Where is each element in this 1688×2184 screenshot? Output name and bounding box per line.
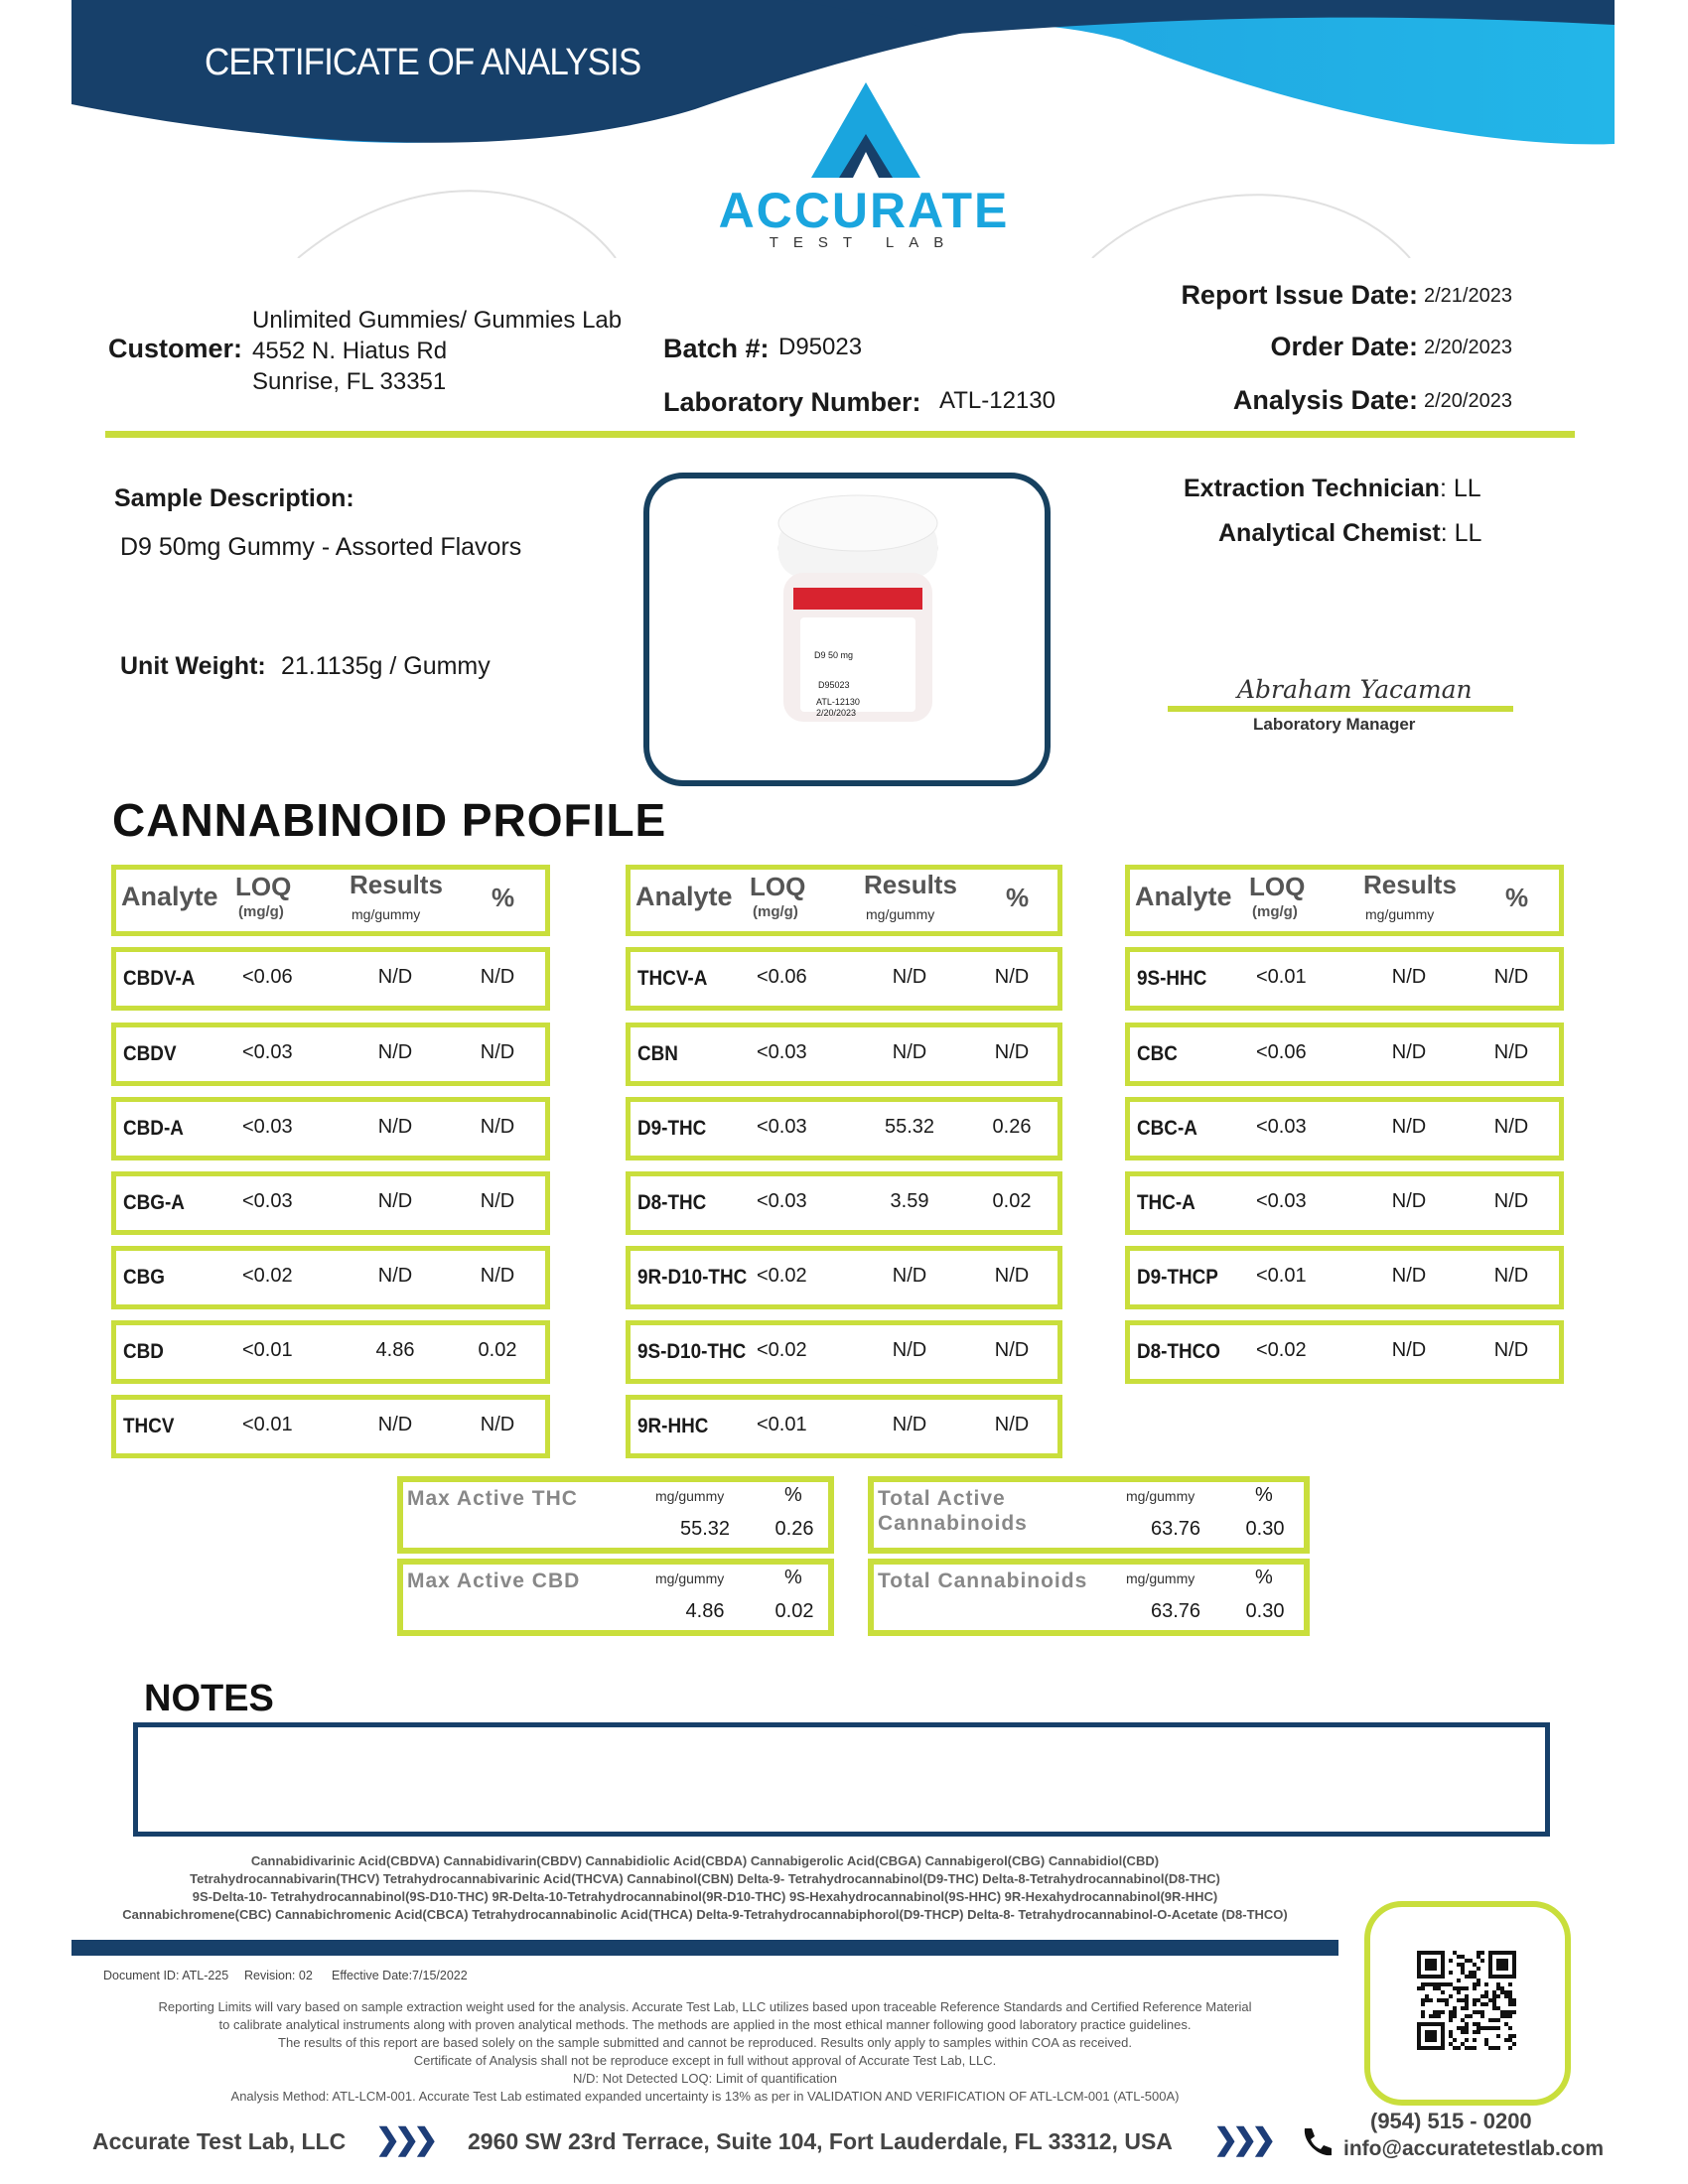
analytical-chemist xyxy=(1218,519,1481,548)
result-value: N/D xyxy=(1391,1339,1427,1361)
result-value: N/D xyxy=(1391,1041,1427,1063)
summary-unit: mg/gummy xyxy=(1126,1570,1196,1586)
loq-value: <0.01 xyxy=(1256,966,1307,988)
unit-weight-label: Unit Weight: xyxy=(120,652,266,680)
analysis-date-label: Analysis Date: xyxy=(1232,385,1418,415)
disclaimer-line: to calibrate analytical instruments along with proven analytical methods. The methods are applied in the most ethical manner following good laboratory practice guidelines. xyxy=(218,2017,1192,2032)
header-results: Results xyxy=(864,870,957,899)
percent-value: N/D xyxy=(1493,1339,1529,1361)
notes-title: NOTES xyxy=(144,1678,274,1719)
loq-value: <0.01 xyxy=(242,1414,293,1435)
analyte-name: CBC xyxy=(1137,1042,1178,1065)
result-value: N/D xyxy=(377,966,413,988)
loq-value: <0.03 xyxy=(1256,1116,1307,1138)
document-title: CERTIFICATE OF ANALYSIS xyxy=(205,42,641,83)
summary-percent: 0.30 xyxy=(1245,1600,1285,1622)
analyte-name: D8-THC xyxy=(637,1191,707,1214)
summary-percent-label: % xyxy=(784,1567,802,1588)
result-value: N/D xyxy=(892,1265,927,1287)
summary-label: Total Cannabinoids xyxy=(878,1570,1088,1592)
summary-value: 63.76 xyxy=(1150,1518,1201,1540)
loq-value: <0.02 xyxy=(242,1265,293,1287)
result-value: N/D xyxy=(377,1041,413,1063)
summary-label: Max Active CBD xyxy=(407,1570,581,1592)
analyte-name: 9R-D10-THC xyxy=(637,1266,748,1289)
result-value: N/D xyxy=(892,966,927,988)
header-percent: % xyxy=(1006,883,1030,912)
analyte-name: CBC-A xyxy=(1137,1117,1197,1140)
header-loq-unit: (mg/g) xyxy=(238,903,284,920)
disclaimer-line: N/D: Not Detected LOQ: Limit of quantification xyxy=(573,2071,837,2086)
footer-phone: (954) 515 - 0200 xyxy=(1370,2109,1532,2133)
summary-percent: 0.30 xyxy=(1245,1518,1285,1540)
percent-value: 0.26 xyxy=(992,1116,1032,1138)
header-loq: LOQ xyxy=(750,872,806,901)
percent-value: N/D xyxy=(480,1265,515,1287)
percent-value: N/D xyxy=(1493,966,1529,988)
batch-label: Batch #: xyxy=(663,334,770,363)
jar-label-line1: D9 50 mg xyxy=(814,650,854,660)
customer-name: Unlimited Gummies/ Gummies Lab xyxy=(252,307,623,334)
result-value: 4.86 xyxy=(375,1339,415,1361)
header-results: Results xyxy=(1363,870,1457,899)
analyte-name: THCV-A xyxy=(637,967,708,990)
header-analyte: Analyte xyxy=(1135,882,1232,911)
result-value: N/D xyxy=(892,1414,927,1435)
summary-label: Max Active THC xyxy=(407,1487,578,1510)
footer-bar xyxy=(71,1940,1338,1956)
jar-label-line4: 2/20/2023 xyxy=(816,708,857,718)
analyte-name: 9S-HHC xyxy=(1137,967,1207,990)
customer-address1: 4552 N. Hiatus Rd xyxy=(252,338,448,364)
result-value: N/D xyxy=(1391,1265,1427,1287)
qr-code-icon[interactable] xyxy=(1417,1951,1516,2050)
header-loq-unit: (mg/g) xyxy=(753,903,798,920)
analysis-date-value: 2/20/2023 xyxy=(1424,390,1512,412)
analytical-chemist-label: Analytical Chemist xyxy=(1218,519,1441,547)
logo-name: ACCURATE xyxy=(718,183,1010,238)
result-value: N/D xyxy=(377,1265,413,1287)
order-date-label: Order Date: xyxy=(1270,332,1418,361)
jar-label-line3: ATL-12130 xyxy=(816,697,860,707)
percent-value: N/D xyxy=(480,1190,515,1212)
unit-weight-value: 21.1135g / Gummy xyxy=(281,652,491,680)
extraction-technician-value: : LL xyxy=(1439,475,1481,502)
document-revision: Revision: 02 xyxy=(244,1969,313,1982)
percent-value: N/D xyxy=(480,1414,515,1435)
sample-description-value: D9 50mg Gummy - Assorted Flavors xyxy=(120,533,522,561)
percent-value: N/D xyxy=(480,966,515,988)
result-value: N/D xyxy=(1391,1116,1427,1138)
profile-title: CANNABINOID PROFILE xyxy=(112,794,667,846)
disclaimer-line: Reporting Limits will vary based on sample extraction weight used for the analysis. Accurate Test Lab, LLC utilizes based upon traceable Reference Standards and Certified Reference Material xyxy=(158,1999,1252,2014)
percent-value: N/D xyxy=(994,1041,1030,1063)
extraction-technician-label: Extraction Technician xyxy=(1184,475,1440,502)
summary-unit: mg/gummy xyxy=(655,1570,725,1586)
qr-frame xyxy=(1364,1901,1571,2106)
header-analyte: Analyte xyxy=(121,882,218,911)
header-results-unit: mg/gummy xyxy=(1365,906,1435,922)
abbreviation-line: Cannabidivarinic Acid(CBDVA) Cannabidivarin(CBDV) Cannabidiolic Acid(CBDA) Cannabigerolic Acid(CBGA) Cannabigerol(CBG) Cannabidiol(CBD) xyxy=(250,1853,1160,1868)
loq-value: <0.02 xyxy=(757,1339,807,1361)
result-value: 3.59 xyxy=(890,1190,929,1212)
abbreviation-line: Tetrahydrocannabivarin(THCV) Tetrahydrocannabivarinic Acid(THCVA) Cannabinol(CBN) Delta-9- Tetrahydrocannabinol(D9-THC) Delta-8-Tetrahydrocannabinol(D8-THC) xyxy=(190,1871,1220,1886)
footer-address: 2960 SW 23rd Terrace, Suite 104, Fort Lauderdale, FL 33312, USA xyxy=(468,2128,1173,2154)
loq-value: <0.06 xyxy=(1256,1041,1307,1063)
summary-value: 4.86 xyxy=(685,1600,725,1622)
signature-line xyxy=(1168,706,1513,712)
sample-jar-image xyxy=(649,478,1045,780)
percent-value: N/D xyxy=(480,1041,515,1063)
phone-icon xyxy=(1299,2124,1335,2160)
loq-value: <0.02 xyxy=(757,1265,807,1287)
analyte-name: 9R-HHC xyxy=(637,1415,709,1437)
report-date-label: Report Issue Date: xyxy=(1181,280,1418,310)
disclaimer-line: Analysis Method: ATL-LCM-001. Accurate Test Lab estimated expanded uncertainty is 13% as per in VALIDATION AND VERIFICATION OF ATL-LCM-001 (ATL-500A) xyxy=(230,2089,1180,2104)
document-id: Document ID: ATL-225 xyxy=(103,1969,229,1982)
jar-label-line2: D95023 xyxy=(818,680,850,690)
extraction-technician xyxy=(1184,475,1481,503)
summary-label: Total Active Cannabinoids xyxy=(878,1487,1028,1535)
loq-value: <0.01 xyxy=(242,1339,293,1361)
loq-value: <0.03 xyxy=(1256,1190,1307,1212)
header-results: Results xyxy=(350,870,443,899)
summary-percent: 0.02 xyxy=(774,1600,814,1622)
analyte-name: THCV xyxy=(123,1415,175,1437)
loq-value: <0.03 xyxy=(242,1190,293,1212)
percent-value: N/D xyxy=(994,1265,1030,1287)
result-value: 55.32 xyxy=(884,1116,935,1138)
percent-value: 0.02 xyxy=(478,1339,517,1361)
result-value: N/D xyxy=(1391,966,1427,988)
logo-subtitle: TEST LAB xyxy=(769,234,959,251)
header-percent: % xyxy=(492,883,515,912)
loq-value: <0.03 xyxy=(757,1190,807,1212)
percent-value: 0.02 xyxy=(992,1190,1032,1212)
loq-value: <0.03 xyxy=(757,1116,807,1138)
percent-value: N/D xyxy=(994,966,1030,988)
percent-value: N/D xyxy=(1493,1116,1529,1138)
result-value: N/D xyxy=(1391,1190,1427,1212)
sample-photo xyxy=(643,473,1051,786)
loq-value: <0.03 xyxy=(757,1041,807,1063)
header-analyte: Analyte xyxy=(635,882,733,911)
header-results-unit: mg/gummy xyxy=(352,906,421,922)
chevron-icon: ❯❯❯ xyxy=(1213,2123,1271,2156)
header-divider xyxy=(105,431,1575,438)
analytical-chemist-value: : LL xyxy=(1440,519,1482,547)
logo-triangle-icon xyxy=(811,82,920,178)
lab-number-label: Laboratory Number: xyxy=(663,387,921,417)
header-percent: % xyxy=(1505,883,1529,912)
header-loq-unit: (mg/g) xyxy=(1252,903,1298,920)
analyte-name: CBN xyxy=(637,1042,678,1065)
order-date-value: 2/20/2023 xyxy=(1424,337,1512,358)
percent-value: N/D xyxy=(1493,1041,1529,1063)
summary-value: 63.76 xyxy=(1150,1600,1201,1622)
loq-value: <0.06 xyxy=(242,966,293,988)
summary-unit: mg/gummy xyxy=(1126,1488,1196,1504)
analyte-name: THC-A xyxy=(1137,1191,1196,1214)
analyte-name: CBD xyxy=(123,1340,164,1363)
header-loq: LOQ xyxy=(1249,872,1306,901)
summary-percent: 0.26 xyxy=(774,1518,814,1540)
abbreviations xyxy=(60,1852,1350,1924)
analyte-name: CBD-A xyxy=(123,1117,184,1140)
document-effective-date: Effective Date:7/15/2022 xyxy=(332,1969,468,1982)
loq-value: <0.03 xyxy=(242,1116,293,1138)
manager-title: Laboratory Manager xyxy=(1253,715,1416,734)
loq-value: <0.03 xyxy=(242,1041,293,1063)
chevron-icon: ❯❯❯ xyxy=(375,2123,433,2156)
analyte-name: CBDV-A xyxy=(123,967,196,990)
percent-value: N/D xyxy=(480,1116,515,1138)
analyte-name: D9-THC xyxy=(637,1117,707,1140)
loq-value: <0.02 xyxy=(1256,1339,1307,1361)
header-results-unit: mg/gummy xyxy=(866,906,935,922)
summary-unit: mg/gummy xyxy=(655,1488,725,1504)
result-value: N/D xyxy=(377,1116,413,1138)
header-loq: LOQ xyxy=(235,872,292,901)
percent-value: N/D xyxy=(1493,1190,1529,1212)
summary-percent-label: % xyxy=(1255,1484,1273,1506)
loq-value: <0.06 xyxy=(757,966,807,988)
summary-value: 55.32 xyxy=(679,1518,731,1540)
analyte-name: CBG xyxy=(123,1266,166,1289)
percent-value: N/D xyxy=(994,1339,1030,1361)
footer-email[interactable]: info@accuratetestlab.com xyxy=(1343,2137,1605,2160)
analyte-name: D9-THCP xyxy=(1137,1266,1218,1289)
customer-address2: Sunrise, FL 33351 xyxy=(252,368,447,395)
loq-value: <0.01 xyxy=(757,1414,807,1435)
abbreviation-line: 9S-Delta-10- Tetrahydrocannabinol(9S-D10-THC) 9R-Delta-10-Tetrahydrocannabinol(9R-D10-THC) 9S-Hexahydrocannabinol(9S-HHC) 9R-Hexahydrocannabinol(9R-HHC) xyxy=(192,1889,1218,1904)
lab-number-value: ATL-12130 xyxy=(939,387,1055,414)
report-date-value: 2/21/2023 xyxy=(1424,285,1512,307)
analyte-name: CBG-A xyxy=(123,1191,185,1214)
result-value: N/D xyxy=(892,1041,927,1063)
disclaimer xyxy=(79,1998,1331,2106)
footer-company: Accurate Test Lab, LLC xyxy=(92,2128,347,2154)
result-value: N/D xyxy=(377,1414,413,1435)
analyte-name: CBDV xyxy=(123,1042,177,1065)
abbreviation-line: Cannabichromene(CBC) Cannabichromenic Acid(CBCA) Tetrahydrocannabinolic Acid(THCA) Delta-9-Tetrahydrocannabiphorol(D9-THCP) Delta-8- Tetrahydrocannabinol-O-Acetate (D8-THCO) xyxy=(122,1907,1288,1922)
manager-signature: Abraham Yacaman xyxy=(1237,675,1473,704)
loq-value: <0.01 xyxy=(1256,1265,1307,1287)
disclaimer-line: Certificate of Analysis shall not be reproduce except in full without approval of Accurate Test Lab, LLC. xyxy=(413,2053,997,2068)
percent-value: N/D xyxy=(1493,1265,1529,1287)
analyte-name: 9S-D10-THC xyxy=(637,1340,747,1363)
result-value: N/D xyxy=(377,1190,413,1212)
customer-label: Customer: xyxy=(108,334,243,363)
result-value: N/D xyxy=(892,1339,927,1361)
percent-value: N/D xyxy=(994,1414,1030,1435)
summary-percent-label: % xyxy=(784,1484,802,1506)
notes-box xyxy=(133,1722,1550,1837)
sample-description-label: Sample Description: xyxy=(114,484,354,512)
batch-value: D95023 xyxy=(778,334,863,360)
summary-percent-label: % xyxy=(1255,1567,1273,1588)
disclaimer-line: The results of this report are based solely on the sample submitted and cannot be reproduced. Results only apply to samples within COA as received. xyxy=(278,2035,1132,2050)
analyte-name: D8-THCO xyxy=(1137,1340,1221,1363)
